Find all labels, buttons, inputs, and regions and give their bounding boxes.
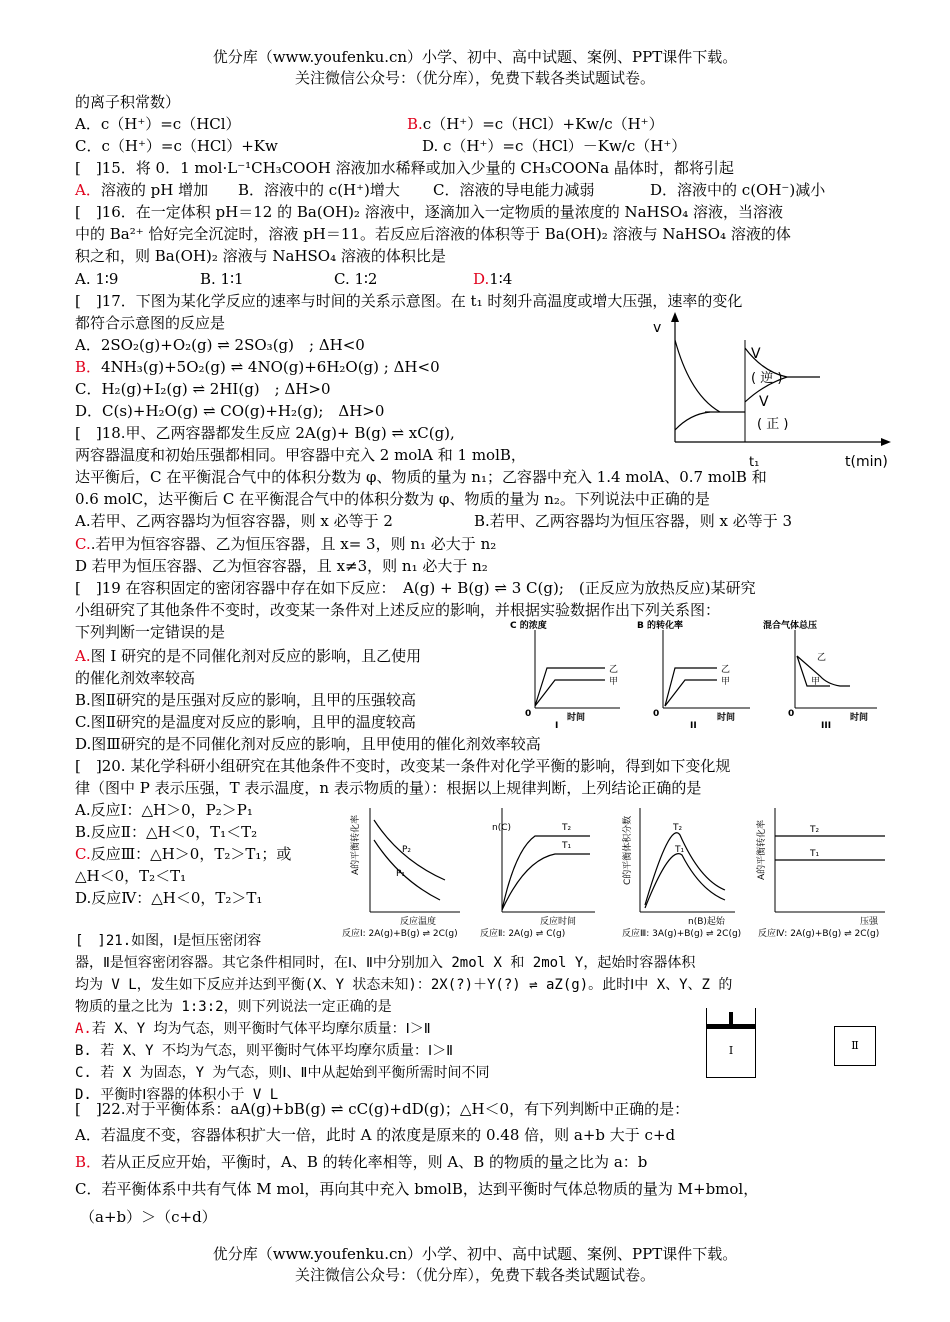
q18-opt-b: B.若甲、乙两容器均为恒压容器，则 x 必等于 3 xyxy=(474,512,793,530)
q20-graph-3 xyxy=(621,808,741,938)
q19-g3-s1: 乙 xyxy=(817,653,827,663)
q20-g4-c2: T₁ xyxy=(810,849,820,859)
q19-g3-s2: 甲 xyxy=(811,677,821,687)
q19-graph-3 xyxy=(763,619,877,730)
q17-opt-c: C．H₂(g)+I₂(g) ⇌ 2HI(g) ; ΔH>0 xyxy=(75,380,331,398)
q21-piston xyxy=(707,1024,755,1029)
q19-g3-ylabel: 混合气体总压 xyxy=(763,621,818,631)
q19-g2-s1: 乙 xyxy=(721,665,731,675)
q18-stem-1: [ ]18.甲、乙两容器都发生反应 2A(g)+ B(g) ⇌ xC(g), xyxy=(75,424,455,442)
q20-g3-ylabel: C的平衡体积分数 xyxy=(623,815,633,885)
q20-g2-c2: T₁ xyxy=(562,841,572,851)
q20-g3-c1: T₂ xyxy=(673,823,683,833)
q17-x-label: t(min) xyxy=(845,454,888,470)
q19-opt-c: C.图Ⅱ研究的是温度对反应的影响，且甲的温度较高 xyxy=(75,713,416,731)
q19-g1-s2: 甲 xyxy=(609,677,619,687)
q21-opt-d: D. 平衡时Ⅰ容器的体积小于 V L xyxy=(75,1087,279,1103)
q17-rate-graph xyxy=(645,310,895,478)
q19-g1-ylabel: C 的浓度 xyxy=(510,621,547,631)
q20-g1-xlabel: 反应温度 xyxy=(400,917,437,927)
q22-opt-c-2: （a+b）＞（c+d） xyxy=(80,1208,217,1226)
q20-opt-c-2: △H＜0，T₂＜T₁ xyxy=(75,867,187,885)
q17-y-arrow xyxy=(671,312,679,322)
q20-opt-c-label: C. xyxy=(75,845,91,863)
q19-stem-2: 小组研究了其他条件不变时，改变某一条件对上述反应的影响，并根据实验数据作出下列关系图： xyxy=(75,601,721,619)
q19-opt-a-1 xyxy=(75,645,421,667)
q17-v-rev: V xyxy=(751,346,761,362)
q17-opt-b-text: 4NH₃(g)+5O₂(g) ⇌ 4NO(g)+6H₂O(g) ; ΔH<0 xyxy=(101,358,440,376)
q19-g2-s2: 甲 xyxy=(721,677,731,687)
q19-opt-a-2: 的催化剂效率较高 xyxy=(75,669,196,687)
q17-t1-label: t₁ xyxy=(749,455,760,470)
q21-opt-a xyxy=(75,1018,431,1040)
q19-g1-s1: 乙 xyxy=(609,665,619,675)
q20-g4-cap: 反应Ⅳ: 2A(g)+B(g) ⇌ 2C(g) xyxy=(758,929,880,938)
q16-opt-b: B. 1∶1 xyxy=(200,270,244,288)
q18-opt-c-label: C. xyxy=(75,535,91,553)
q14-opt-a: A．c（H⁺）=c（HCl） xyxy=(75,115,241,133)
q20-g3-curve-t1 xyxy=(645,854,725,908)
q19-opt-d: D.图Ⅲ研究的是不同催化剂对反应的影响，且甲使用的催化剂效率较高 xyxy=(75,735,541,753)
q15-opt-c: C．溶液的导电能力减弱 xyxy=(433,181,595,199)
q19-opt-a-text: 图 I 研究的是不同催化剂对反应的影响，且乙使用 xyxy=(90,647,422,665)
q15-stem: [ ]15．将 0．1 mol·L⁻¹CH₃COOH 溶液加水稀释或加入少量的 CH₃COONa 晶体时，都将引起 xyxy=(75,159,734,177)
q14-opt-b-label: B. xyxy=(407,115,423,133)
q20-opt-c-text: 反应Ⅲ：△H＞0，T₂＞T₁；或 xyxy=(90,845,292,863)
q22-stem: [ ]22.对于平衡体系：aA(g)+bB(g) ⇌ cC(g)+dD(g)；△H＜0，有下列判断中正确的是： xyxy=(75,1100,690,1118)
q18-stem-3: 达平衡后，C 在平衡混合气中的体积分数为 φ、物质的量为 n₁；乙容器中充入 1.4 molA、0.7 molB 和 xyxy=(75,468,767,486)
q15-opt-a-text: 溶液的 pH 增加 xyxy=(100,181,209,199)
q19-g2-origin: 0 xyxy=(653,709,660,719)
q20-g3-cap: 反应Ⅲ: 3A(g)+B(g) ⇌ 2C(g) xyxy=(622,929,742,938)
q20-graph-2 xyxy=(480,808,595,938)
q22-opt-b-label: B． xyxy=(75,1153,102,1171)
q21-piston-rod xyxy=(729,1012,733,1024)
q20-g2-curve-t1 xyxy=(502,854,590,910)
footer-line-1: 优分库（www.youfenku.cn）小学、初中、高中试题、案例、PPT课件下载。 xyxy=(212,1245,738,1263)
q20-g2-xlabel: 反应时间 xyxy=(540,917,577,927)
q19-g3-xlabel: 时间 xyxy=(850,713,869,723)
q21-stem-1: [ ]21.如图，Ⅰ是恒压密闭容 xyxy=(75,933,262,949)
q16-opt-d-text: 1∶4 xyxy=(489,270,513,288)
q14-opt-c: C．c（H⁺）=c（HCl）+Kw xyxy=(75,137,278,155)
q17-y-label: v xyxy=(653,320,662,336)
q20-g1-ylabel: A的平衡转化率 xyxy=(351,814,361,875)
q21-opt-a-text: 若 X、Y 均为气态，则平衡时气体平均摩尔质量：Ⅰ＞Ⅱ xyxy=(91,1021,431,1037)
q16-opt-a: A. 1∶9 xyxy=(75,270,119,288)
q20-g2-c1: T₂ xyxy=(562,823,572,833)
q21-opt-c: C. 若 X 为固态，Y 为气态，则Ⅰ、Ⅱ中从起始到平衡所需时间不同 xyxy=(75,1065,490,1081)
q22-opt-b-text: 若从正反应开始，平衡时，A、B 的转化率相等，则 A、B 的物质的量之比为 a：b xyxy=(101,1153,648,1171)
q19-stem-1: [ ]19 在容积固定的密闭容器中存在如下反应： A(g) + B(g) ⇌ 3 C(g); (正反应为放热反应)某研究 xyxy=(75,579,756,597)
q20-opt-b: B.反应Ⅱ：△H＜0，T₁＜T₂ xyxy=(75,823,258,841)
q19-stem-3: 下列判断一定错误的是 xyxy=(75,623,226,641)
q17-stem-2: 都符合示意图的反应是 xyxy=(75,314,226,332)
q16-stem-2: 中的 Ba²⁺ 恰好完全沉淀时，溶液 pH＝11。若反应后溶液的体积等于 Ba(OH)₂ 溶液与 NaHSO₄ 溶液的体 xyxy=(75,225,791,243)
q21-box2-label: Ⅱ xyxy=(851,1039,859,1052)
q20-graph-1 xyxy=(342,808,460,938)
q14-opt-b xyxy=(407,113,664,135)
q17-x-arrow xyxy=(881,438,891,446)
q20-graph-4 xyxy=(755,808,885,938)
q16-opt-d-label: D. xyxy=(473,270,490,288)
q16-opt-c: C. 1∶2 xyxy=(334,270,378,288)
q19-opt-b: B.图Ⅱ研究的是压强对反应的影响，且甲的压强较高 xyxy=(75,691,416,709)
footer-line-2: 关注微信公众号：（优分库），免费下载各类试题试卷。 xyxy=(294,1266,655,1284)
q19-g2-xlabel: 时间 xyxy=(717,713,736,723)
q19-g1-origin: 0 xyxy=(525,709,532,719)
q17-opt-d: D．C(s)+H₂O(g) ⇌ CO(g)+H₂(g); ΔH>0 xyxy=(75,402,385,420)
q14-opt-b-text: c（H⁺）=c（HCl）+Kw/c（H⁺） xyxy=(422,115,664,133)
q19-graph-2 xyxy=(637,619,750,730)
q17-v-fwd: V xyxy=(759,394,769,410)
q16-stem-1: [ ]16．在一定体积 pH＝12 的 Ba(OH)₂ 溶液中，逐滴加入一定物质的量浓度的 NaHSO₄ 溶液，当溶液 xyxy=(75,203,783,221)
q15-opt-d: D．溶液中的 c(OH⁻)减小 xyxy=(650,181,826,199)
q22-opt-a: A．若温度不变，容器体积扩大一倍，此时 A 的浓度是原来的 0.48 倍，则 a+b 大于 c+d xyxy=(75,1126,676,1144)
q20-g1-cap: 反应Ⅰ: 2A(g)+B(g) ⇌ 2C(g) xyxy=(342,929,458,938)
q20-g3-c2: T₁ xyxy=(675,845,685,855)
q17-curve-fwd-before xyxy=(675,412,710,430)
q20-g4-c1: T₂ xyxy=(810,825,820,835)
q20-opt-c-1 xyxy=(75,843,291,865)
q20-g1-c2: P₁ xyxy=(396,869,406,879)
q21-container-2 xyxy=(834,1026,876,1066)
q15-opt-b: B．溶液中的 c(H⁺)增大 xyxy=(238,181,400,199)
q18-stem-4: 0.6 molC，达平衡后 C 在平衡混合气中的体积分数为 φ、物质的量为 n₂。下列说法中正确的是 xyxy=(75,490,710,508)
q18-opt-c-text: .若甲为恒容容器、乙为恒压容器，且 x= 3，则 n₁ 必大于 n₂ xyxy=(90,535,497,553)
q21-opt-b: B. 若 X、Y 不均为气态，则平衡时气体平均摩尔质量：Ⅰ＞Ⅱ xyxy=(75,1043,454,1059)
q16-stem-3: 积之和，则 Ba(OH)₂ 溶液与 NaHSO₄ 溶液的体积比是 xyxy=(75,247,446,265)
q19-graphs xyxy=(505,618,885,730)
q18-opt-a: A.若甲、乙两容器均为恒容容器，则 x 必等于 2 xyxy=(75,512,393,530)
q19-g1-curve-yi xyxy=(535,668,605,706)
q16-opt-d xyxy=(473,268,512,290)
q19-g2-curve-yi xyxy=(665,668,717,706)
q15-opt-a-label: A． xyxy=(75,181,101,199)
q19-g2-ylabel: B 的转化率 xyxy=(637,621,683,631)
q17-fwd-note: ( 正 ) xyxy=(757,417,789,432)
q20-g1-c1: P₂ xyxy=(402,845,412,855)
q17-rev-note: ( 逆 ) xyxy=(751,371,783,386)
q15-opt-a xyxy=(75,179,208,201)
q19-g1-id: I xyxy=(555,721,559,730)
q20-opt-a: A.反应Ⅰ：△H＞0，P₂＞P₁ xyxy=(75,801,253,819)
q17-opt-b xyxy=(75,356,440,378)
q19-g2-id: II xyxy=(690,721,697,730)
q21-box1-label: Ⅰ xyxy=(728,1044,734,1057)
q20-stem-1: [ ]20. 某化学科研小组研究在其他条件不变时，改变某一条件对化学平衡的影响，得到如下变化规 xyxy=(75,757,731,775)
q19-g1-curve-jia xyxy=(535,680,605,706)
q19-g3-origin: 0 xyxy=(788,709,795,719)
q18-opt-d: D 若甲为恒压容器、乙为恒容容器，且 x≠3，则 n₁ 必大于 n₂ xyxy=(75,557,488,575)
q22-opt-b xyxy=(75,1151,647,1173)
q17-opt-a: A．2SO₂(g)+O₂(g) ⇌ 2SO₃(g) ; ΔH<0 xyxy=(75,336,365,354)
q18-opt-c xyxy=(75,533,496,555)
q17-stem-1: [ ]17．下图为某化学反应的速率与时间的关系示意图。在 t₁ 时刻升高温度或增大压强，速率的变化 xyxy=(75,292,743,310)
q14-tail: 的离子积常数） xyxy=(75,93,181,111)
q17-curve-rev-before xyxy=(675,340,720,412)
q17-opt-b-label: B． xyxy=(75,358,102,376)
header-line-1: 优分库（www.youfenku.cn）小学、初中、高中试题、案例、PPT课件下载。 xyxy=(212,48,738,66)
q18-stem-2: 两容器温度和初始压强都相同。甲容器中充入 2 molA 和 1 molB， xyxy=(75,446,526,464)
q20-stem-2: 律（图中 P 表示压强，T 表示温度，n 表示物质的量）：根据以上规律判断，上列结论正确的是 xyxy=(75,779,702,797)
q20-graphs xyxy=(340,800,895,938)
q19-g3-id: III xyxy=(821,721,832,730)
q20-g3-xlabel: n(B)起始 xyxy=(688,917,725,927)
q19-g1-xlabel: 时间 xyxy=(567,713,586,723)
q21-stem-4: 物质的量之比为 1:3:2，则下列说法一定正确的是 xyxy=(75,999,392,1015)
q21-opt-a-label: A. xyxy=(75,1021,92,1037)
q21-stem-2: 器，Ⅱ是恒容密闭容器。其它条件相同时，在Ⅰ、Ⅱ中分别加入 2mol X 和 2mol Y，起始时容器体积 xyxy=(75,955,696,971)
q20-g2-curve-t2 xyxy=(502,836,590,910)
q20-g4-ylabel: A的平衡转化率 xyxy=(757,819,767,880)
q20-g2-ylabel: n(C) xyxy=(492,823,512,833)
header-line-2: 关注微信公众号：（优分库），免费下载各类试题试卷。 xyxy=(294,69,655,87)
q20-g2-cap: 反应Ⅱ: 2A(g) ⇌ C(g) xyxy=(480,929,566,938)
q19-g2-curve-jia xyxy=(665,680,717,706)
q19-opt-a-label: A. xyxy=(75,647,91,665)
q20-opt-d: D.反应Ⅳ：△H＜0，T₂＞T₁ xyxy=(75,889,263,907)
q20-g4-xlabel: 压强 xyxy=(860,917,879,927)
q21-container-1 xyxy=(706,1008,756,1078)
q21-stem-3: 均为 V L，发生如下反应并达到平衡(X、Y 状态未知)：2X(?)＋Y(?) ⇌ aZ(g)。此时Ⅰ中 X、Y、Z 的 xyxy=(75,977,733,993)
q14-opt-d: D. c（H⁺）=c（HCl）－Kw/c（H⁺） xyxy=(422,137,687,155)
q22-opt-c: C．若平衡体系中共有气体 M mol，再向其中充入 bmolB，达到平衡时气体总物质的量为 M+bmol， xyxy=(75,1180,759,1198)
q19-graph-1 xyxy=(510,619,620,730)
